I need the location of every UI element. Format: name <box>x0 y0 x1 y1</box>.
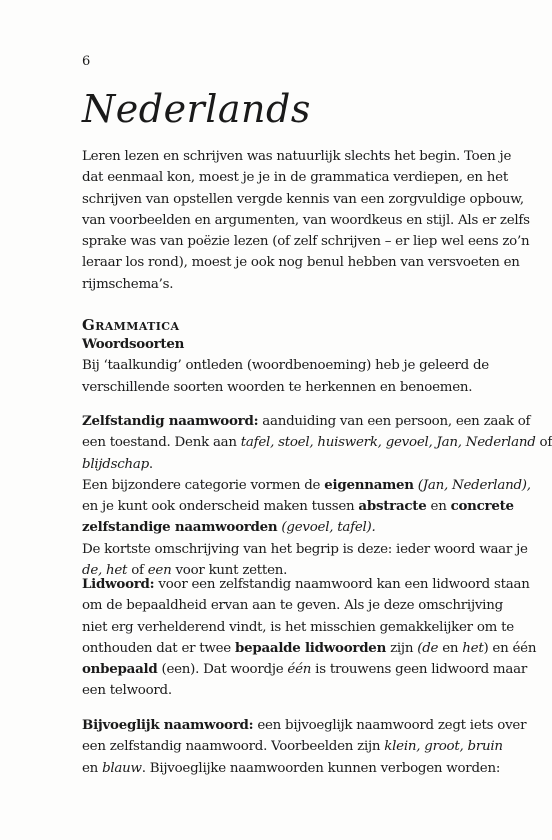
intro-line: Leren lezen en schrijven was natuurlijk slechts het begin. Toen je <box>82 149 512 164</box>
example-words: het <box>462 640 484 656</box>
term-concrete: concrete <box>450 498 514 515</box>
term-zelfstandig-naamwoord: Zelfstandig naamwoord: <box>82 413 259 429</box>
paragraph-line <box>82 475 531 496</box>
page-number: 6 <box>82 54 91 69</box>
intro-paragraph <box>82 146 530 295</box>
text-run: voor een zelfstandig naamwoord kan een lidwoord staan <box>154 577 530 592</box>
paragraph-line <box>82 432 552 453</box>
example-words: een <box>147 563 172 579</box>
term-onbepaald: onbepaald <box>82 661 158 678</box>
text-run: zijn <box>386 640 418 656</box>
paragraph-bijvoeglijk-naamwoord <box>82 715 527 779</box>
intro-line: leraar los rond), moest je ook nog benul hebben van versvoeten en <box>82 255 520 271</box>
paragraph-line: De kortste omschrijving van het begrip is deze: ieder woord waar je <box>82 541 528 557</box>
intro-line: dat eenmaal kon, moest je je in de grammatica verdiepen, en het <box>82 170 508 186</box>
text-run: en <box>438 640 463 656</box>
example-words: klein, groot, bruin <box>384 739 503 755</box>
paragraph-line <box>82 454 454 475</box>
section-heading-grammatica: Grammatica <box>82 316 180 334</box>
paragraph-line: om de bepaaldheid ervan aan te geven. Als je deze omschrijving <box>82 598 503 614</box>
paragraph-lidwoord <box>82 574 537 702</box>
text-run: een zelfstandig naamwoord. Voorbeelden zijn <box>82 739 385 755</box>
text-run: en <box>426 499 451 515</box>
intro-line: van voorbeelden en argumenten, van woordkeus en stijl. Als er zelfs <box>82 212 530 228</box>
text-run: (een). Dat woordje <box>157 662 288 678</box>
example-words: tafel, stoel, huiswerk, gevoel, Jan, Nederland <box>240 435 536 451</box>
example-words: (de <box>417 640 439 656</box>
intro-line: sprake was van poëzie lezen (of zelf schrijven – er liep wel eens zo’n <box>82 234 530 250</box>
subsection-line: Bij ‘taalkundig’ ontleden (woordbenoeming) heb je geleerd de <box>82 358 489 374</box>
example-words: blauw <box>102 760 142 776</box>
text-run: en <box>82 760 103 776</box>
term-bijvoeglijk-naamwoord: Bijvoeglijk naamwoord: <box>82 717 254 733</box>
term-abstracte: abstracte <box>358 498 427 515</box>
subsection-line: verschillende soorten woorden te herkennen en benoemen. <box>82 379 473 395</box>
term-lidwoord: Lidwoord: <box>82 576 155 592</box>
paragraph-line: een telwoord. <box>82 683 172 699</box>
text-run: of <box>535 435 552 451</box>
term-zelfstandige-naamwoorden: zelfstandige naamwoorden <box>82 519 278 536</box>
text-run: . <box>148 456 153 472</box>
paragraph-line: niet erg verhelderend vindt, is het misschien gemakkelijker om te <box>82 619 514 635</box>
subsection-heading: Woordsoorten <box>82 336 185 352</box>
example-words: (Jan, Nederland), <box>413 477 531 493</box>
intro-line: rijmschema’s. <box>82 276 174 292</box>
text-run: aanduiding van een persoon, een zaak of <box>258 414 531 429</box>
chapter-title: Nederlands <box>82 87 311 131</box>
paragraph-line <box>82 659 527 680</box>
text-run: ) en één <box>483 640 537 656</box>
example-words: de, het <box>82 563 128 579</box>
paragraph-line <box>82 715 527 736</box>
text-run: Een bijzondere categorie vormen de <box>82 477 325 493</box>
paragraph-line <box>82 758 501 779</box>
intro-line: schrijven van opstellen vergde kennis van een zorgvuldige opbouw, <box>82 191 524 207</box>
paragraph-line <box>82 638 537 659</box>
paragraph-line <box>82 574 530 595</box>
text-run: een toestand. Denk aan <box>82 435 241 451</box>
text-run: onthouden dat er twee <box>82 640 235 656</box>
text-run: een bijvoeglijk naamwoord zegt iets over <box>253 718 527 733</box>
paragraph-line <box>82 517 454 538</box>
paragraph-line <box>82 411 531 432</box>
term-bepaalde-lidwoorden: bepaalde lidwoorden <box>234 639 387 656</box>
example-words: blijdschap <box>82 456 149 472</box>
text-run: voor kunt zetten. <box>171 563 288 579</box>
subsection-woordsoorten <box>82 334 489 398</box>
text-run: of <box>127 563 148 579</box>
paragraph-line <box>82 736 503 757</box>
term-eigennamen: eigennamen <box>324 476 414 493</box>
text-run: en je kunt ook onderscheid maken tussen <box>82 499 359 515</box>
text-run: is trouwens geen lidwoord maar <box>311 662 527 678</box>
example-words: één <box>287 662 312 678</box>
example-words: (gevoel, tafel). <box>277 520 376 536</box>
paragraph-zelfstandig-naamwoord <box>82 411 552 581</box>
text-run: . Bijvoeglijke naamwoorden kunnen verbogen worden: <box>141 760 501 776</box>
paragraph-line <box>82 496 514 517</box>
